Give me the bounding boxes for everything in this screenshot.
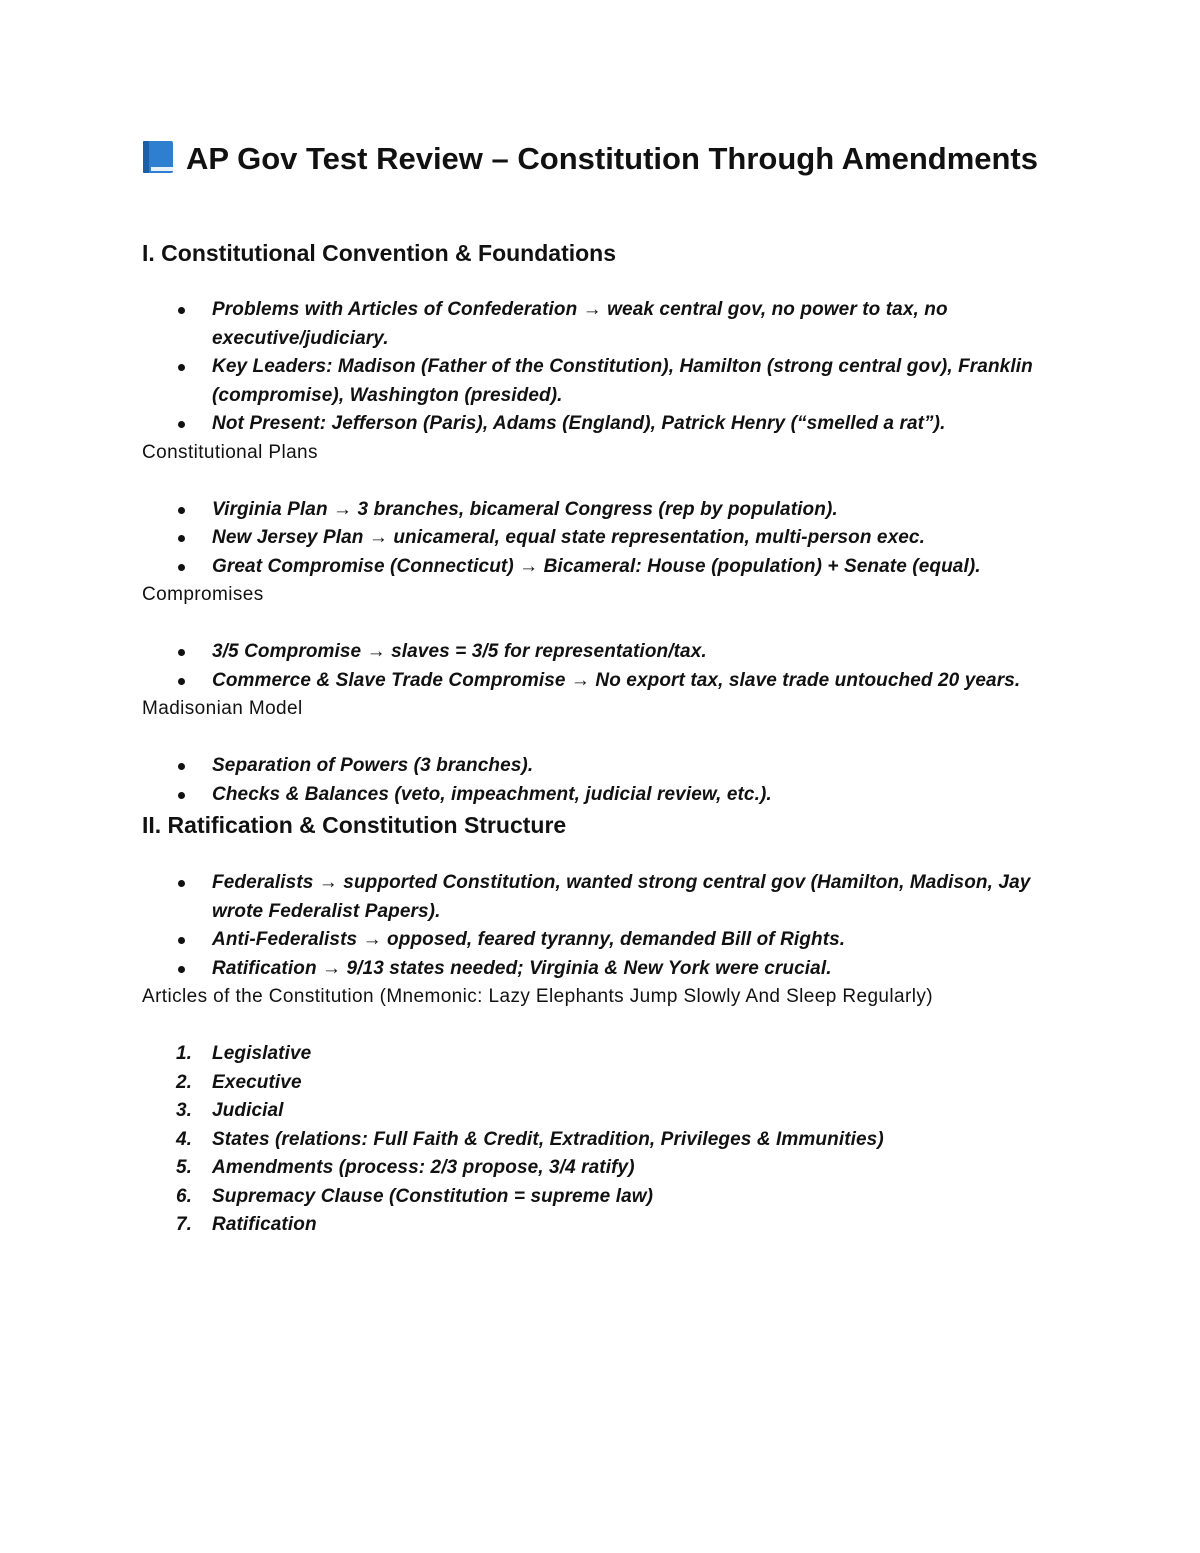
- list-item: 6. Supremacy Clause (Constitution = supreme law): [142, 1183, 1072, 1212]
- bullet-list: [142, 638, 1072, 695]
- list-item: 4. States (relations: Full Faith & Credit, Extradition, Privileges & Immunities): [142, 1126, 1072, 1155]
- bullet-marker: [178, 792, 185, 799]
- subheading: Madisonian Model: [142, 698, 303, 719]
- subheading: Compromises: [142, 584, 264, 605]
- bullet-marker: [178, 307, 185, 314]
- subheading: Articles of the Constitution (Mnemonic: Lazy Elephants Jump Slowly And Sleep Regularly): [142, 986, 933, 1007]
- list-item: 1. Legislative: [142, 1040, 1072, 1069]
- list-item: Not Present: Jefferson (Paris), Adams (England), Patrick Henry (“smelled a rat”).: [142, 410, 1072, 439]
- list-number: 1.: [176, 1043, 193, 1064]
- bullet-marker: [178, 678, 185, 685]
- list-number: 5.: [176, 1157, 193, 1178]
- bullet-marker: [178, 507, 185, 514]
- bullet-marker: [178, 763, 185, 770]
- bullet-marker: [178, 966, 185, 973]
- subheading: Constitutional Plans: [142, 441, 318, 463]
- list-item: Checks & Balances (veto, impeachment, judicial review, etc.).: [142, 781, 1072, 810]
- list-item: 5. Amendments (process: 2/3 propose, 3/4 ratify): [142, 1154, 1072, 1183]
- document-body: [142, 137, 1072, 1240]
- document-title-text: AP Gov Test Review – Constitution Through Amendments: [186, 141, 1039, 176]
- bullet-list: [142, 296, 1072, 439]
- list-item: Separation of Powers (3 branches).: [142, 752, 1072, 781]
- list-item: 7. Ratification: [142, 1211, 1072, 1240]
- document-title: [142, 137, 1072, 181]
- bullet-marker: [178, 364, 185, 371]
- list-item: 3. Judicial: [142, 1097, 1072, 1126]
- list-number: 7.: [176, 1214, 193, 1235]
- list-number: 3.: [176, 1100, 193, 1121]
- bullet-marker: [178, 535, 185, 542]
- list-item: Great Compromise (Connecticut) → Bicameral: House (population) + Senate (equal).: [142, 553, 1072, 582]
- section-heading: I. Constitutional Convention & Foundations: [142, 240, 617, 266]
- list-item: Key Leaders: Madison (Father of the Constitution), Hamilton (strong central gov), Franklin (compromise), Washington (presided).: [142, 353, 1072, 410]
- blue-book-icon: [142, 140, 174, 174]
- bullet-marker: [178, 649, 185, 656]
- list-item: Federalists → supported Constitution, wanted strong central gov (Hamilton, Madison, Jay wrote Federalist Papers).: [142, 869, 1072, 926]
- list-item: New Jersey Plan → unicameral, equal state representation, multi-person exec.: [142, 524, 1072, 553]
- section-heading: II. Ratification & Constitution Structure: [142, 812, 567, 838]
- bullet-list: [142, 752, 1072, 809]
- list-item: Anti-Federalists → opposed, feared tyranny, demanded Bill of Rights.: [142, 926, 1072, 955]
- list-number: 4.: [176, 1128, 193, 1150]
- list-item: Problems with Articles of Confederation → weak central gov, no power to tax, no executive/judiciary.: [142, 296, 1072, 353]
- bullet-marker: [178, 880, 185, 887]
- bullet-marker: [178, 421, 185, 428]
- list-item: Virginia Plan → 3 branches, bicameral Congress (rep by population).: [142, 496, 1072, 525]
- bullet-list: [142, 496, 1072, 582]
- bullet-marker: [178, 937, 185, 944]
- list-item: 3/5 Compromise → slaves = 3/5 for representation/tax.: [142, 638, 1072, 667]
- list-item: Commerce & Slave Trade Compromise → No export tax, slave trade untouched 20 years.: [142, 667, 1072, 696]
- bullet-list: [142, 869, 1072, 983]
- bullet-marker: [178, 564, 185, 571]
- list-item: Ratification → 9/13 states needed; Virginia & New York were crucial.: [142, 955, 1072, 984]
- numbered-list: [142, 1040, 1072, 1240]
- list-number: 2.: [176, 1071, 193, 1093]
- list-number: 6.: [176, 1185, 193, 1207]
- list-item: 2. Executive: [142, 1069, 1072, 1098]
